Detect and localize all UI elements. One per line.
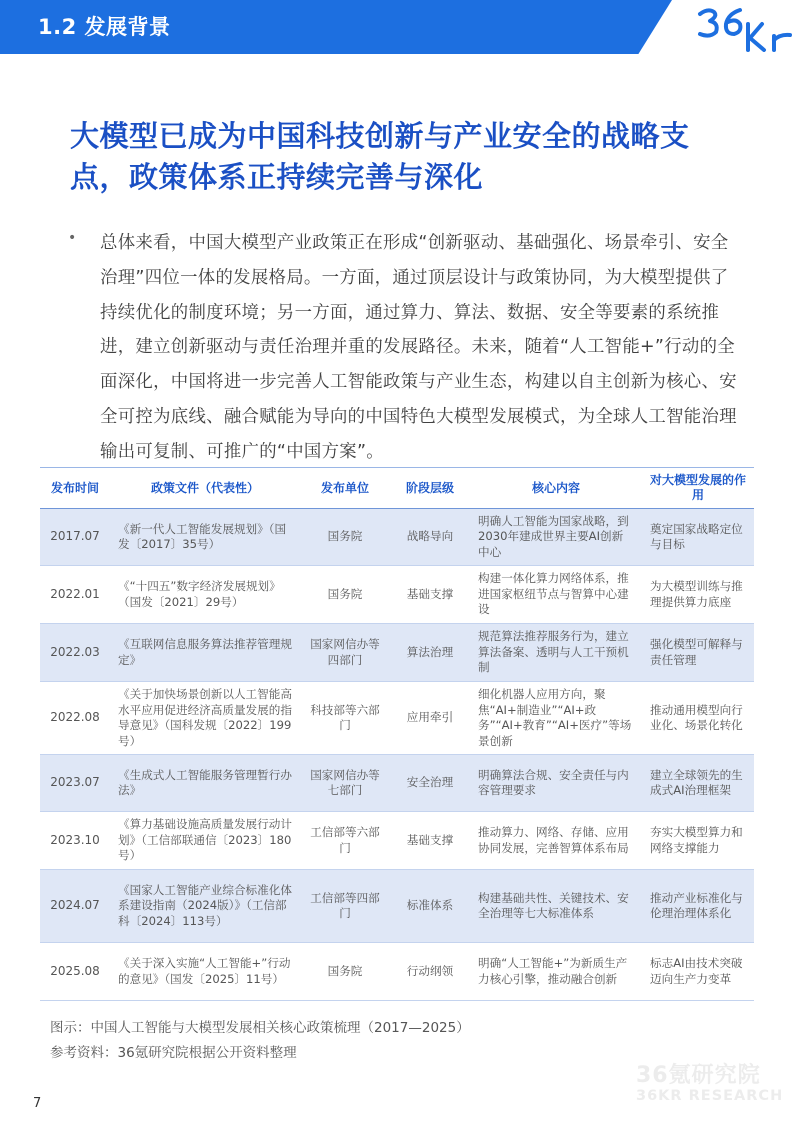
cell-role: 奠定国家战略定位与目标 [642,509,754,566]
cell-role: 推动产业标准化与伦理治理体系化 [642,870,754,943]
page-headline: 大模型已成为中国科技创新与产业安全的战略支点，政策体系正持续完善与深化 [70,119,690,194]
cell-date: 2024.07 [40,870,110,943]
brand-logo [694,2,794,52]
cell-core-content: 明确人工智能为国家战略，到2030年建成世界主要AI创新中心 [470,509,642,566]
table-row [40,566,754,624]
policy-table [40,467,754,1001]
cell-role: 为大模型训练与推理提供算力底座 [642,566,754,624]
cell-issuer: 国务院 [300,566,390,624]
cell-issuer: 国务院 [300,509,390,566]
cell-issuer: 国家网信办等四部门 [300,624,390,682]
table-row [40,812,754,870]
section-title: 1.2 发展背景 [38,15,171,39]
cell-date: 2023.10 [40,812,110,870]
table-row [40,870,754,943]
cell-date: 2022.08 [40,682,110,755]
header-policy-doc: 政策文件（代表性） [110,468,300,509]
source-note: 参考资料：36氪研究院根据公开资料整理 [50,1045,297,1061]
header-role: 对大模型发展的作用 [642,468,754,509]
cell-date: 2025.08 [40,943,110,1001]
cell-core-content: 细化机器人应用方向，聚焦“AI+制造业”“AI+政务”“AI+教育”“AI+医疗”等场景创新 [470,682,642,755]
figure-caption: 图示：中国人工智能与大模型发展相关核心政策梳理（2017—2025） [50,1020,470,1036]
cell-role: 推动通用模型向行业化、场景化转化 [642,682,754,755]
page-number: 7 [33,1096,42,1111]
summary-paragraph: 总体来看，中国大模型产业政策正在形成“创新驱动、基础强化、场景牵引、安全治理”四位一体的发展格局。一方面，通过顶层设计与政策协同，为大模型提供了持续优化的制度环境；另一方面，通过算力、算法、数据、安全等要素的系统推进，建立创新驱动与责任治理并重的发展路径。未来，随着“人工智能+”行动的全面深化，中国将进一步完善人工智能政策与产业生态，构建以自主创新为核心、安全可控为底线、融合赋能为导向的中国特色大模型发展模式，为全球人工智能治理输出可复制、可推广的“中国方案”。 [100,233,737,462]
cell-date: 2022.01 [40,566,110,624]
cell-policy-doc: 《互联网信息服务算法推荐管理规定》 [110,624,300,682]
cell-policy-doc: 《生成式人工智能服务管理暂行办法》 [110,755,300,812]
watermark-cn: 36氪研究院 [636,1063,761,1088]
table-row [40,624,754,682]
cell-core-content: 构建一体化算力网络体系，推进国家枢纽节点与智算中心建设 [470,566,642,624]
bullet-dot: • [68,230,77,246]
cell-stage: 基础支撑 [390,566,470,624]
cell-role: 标志AI由技术突破迈向生产力变革 [642,943,754,1001]
cell-issuer: 国家网信办等七部门 [300,755,390,812]
cell-stage: 战略导向 [390,509,470,566]
cell-policy-doc: 《关于加快场景创新以人工智能高水平应用促进经济高质量发展的指导意见》（国科发规〔2022〕199号） [110,682,300,755]
cell-core-content: 明确算法合规、安全责任与内容管理要求 [470,755,642,812]
logo-text: 36Kr [694,2,697,3]
table-row [40,755,754,812]
cell-stage: 基础支撑 [390,812,470,870]
cell-role: 建立全球领先的生成式AI治理框架 [642,755,754,812]
cell-stage: 安全治理 [390,755,470,812]
table-row [40,943,754,1001]
cell-core-content: 规范算法推荐服务行为，建立算法备案、透明与人工干预机制 [470,624,642,682]
header-issuer: 发布单位 [300,468,390,509]
cell-stage: 标准体系 [390,870,470,943]
table-row [40,682,754,755]
cell-issuer: 科技部等六部门 [300,682,390,755]
cell-core-content: 构建基础共性、关键技术、安全治理等七大标准体系 [470,870,642,943]
cell-core-content: 推动算力、网络、存储、应用协同发展，完善智算体系布局 [470,812,642,870]
table-row [40,509,754,566]
cell-policy-doc: 《关于深入实施“人工智能+”行动的意见》（国发〔2025〕11号） [110,943,300,1001]
cell-core-content: 明确“人工智能+”为新质生产力核心引擎，推动融合创新 [470,943,642,1001]
cell-stage: 应用牵引 [390,682,470,755]
cell-policy-doc: 《“十四五”数字经济发展规划》（国发〔2021〕29号） [110,566,300,624]
header-core-content: 核心内容 [470,468,642,509]
cell-date: 2022.03 [40,624,110,682]
cell-date: 2017.07 [40,509,110,566]
cell-issuer: 工信部等六部门 [300,812,390,870]
cell-role: 强化模型可解释与责任管理 [642,624,754,682]
table-header-row [40,468,754,509]
watermark-en: 36KR RESEARCH [636,1088,784,1104]
cell-stage: 算法治理 [390,624,470,682]
cell-date: 2023.07 [40,755,110,812]
cell-issuer: 工信部等四部门 [300,870,390,943]
header-date: 发布时间 [40,468,110,509]
cell-policy-doc: 《国家人工智能产业综合标准化体系建设指南（2024版）》（工信部科〔2024〕113号） [110,870,300,943]
cell-stage: 行动纲领 [390,943,470,1001]
header-stage: 阶段层级 [390,468,470,509]
cell-policy-doc: 《算力基础设施高质量发展行动计划》（工信部联通信〔2023〕180号） [110,812,300,870]
cell-policy-doc: 《新一代人工智能发展规划》（国发〔2017〕35号） [110,509,300,566]
cell-issuer: 国务院 [300,943,390,1001]
cell-role: 夯实大模型算力和网络支撑能力 [642,812,754,870]
